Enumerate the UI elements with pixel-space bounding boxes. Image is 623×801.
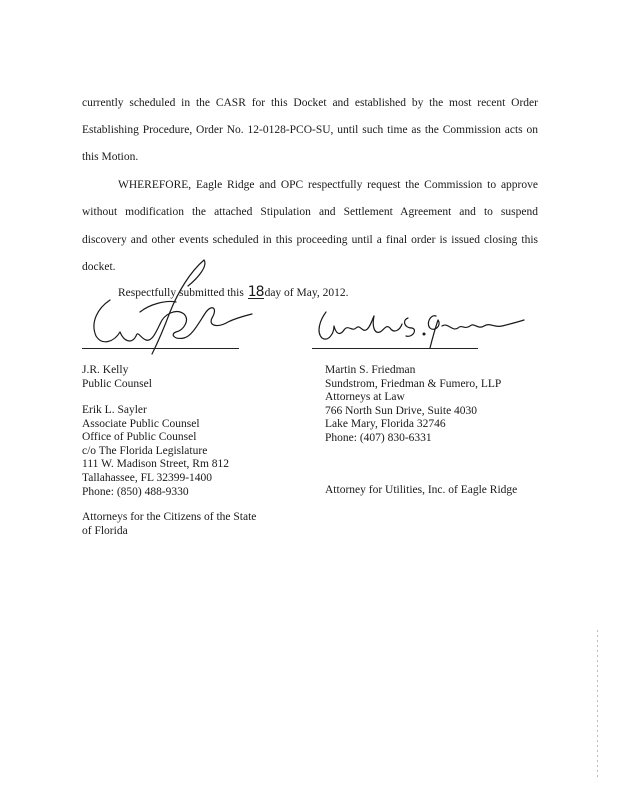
attorneys-line-1: Attorneys for the Citizens of the State — [82, 511, 257, 523]
sayler-line: 111 W. Madison Street, Rm 812 — [82, 458, 230, 471]
sayler-line: Associate Public Counsel — [82, 417, 200, 430]
friedman-line: Sundstrom, Friedman & Fumero, LLP — [325, 377, 502, 390]
paragraph-2-line-3: discovery and other events scheduled in this proceeding until a final order is issued closing this — [82, 234, 538, 246]
sayler-line: Phone: (850) 488-9330 — [82, 485, 189, 498]
friedman-line: 766 North Sun Drive, Suite 4030 — [325, 404, 478, 417]
kelly-signature — [80, 252, 255, 362]
attorneys-line-2: of Florida — [82, 524, 128, 537]
paragraph-2-line-2: without modification the attached Stipulation and Settlement Agreement and to suspend — [82, 206, 538, 218]
sayler-line: c/o The Florida Legislature — [82, 444, 208, 457]
paragraph-1-line-2: Establishing Procedure, Order No. 12-0128-PCO-SU, until such time as the Commission acts on — [82, 124, 538, 136]
sayler-block — [82, 404, 229, 499]
sayler-line: Office of Public Counsel — [82, 431, 197, 444]
paragraph-1-line-1: currently scheduled in the CASR for this Docket and established by the most recent Order — [82, 97, 538, 109]
submitted-prefix: Respectfully submitted this — [118, 287, 244, 299]
submitted-suffix: day of May, 2012. — [264, 287, 349, 299]
paragraph-2-line-4: docket. — [82, 261, 116, 273]
paragraph-1-line-3: this Motion. — [82, 151, 139, 163]
sayler-line: Erik L. Sayler — [82, 404, 147, 416]
friedman-block — [325, 364, 501, 446]
kelly-signature-line — [82, 348, 239, 349]
friedman-line: Martin S. Friedman — [325, 364, 416, 376]
submitted-day-handwritten: 18 — [247, 284, 264, 300]
sayler-line: Tallahassee, FL 32399-1400 — [82, 471, 213, 484]
friedman-signature-line — [312, 348, 478, 349]
friedman-line: Attorneys at Law — [325, 391, 405, 404]
paragraph-2-line-1: WHEREFORE, Eagle Ridge and OPC respectfully request the Commission to approve — [118, 179, 538, 191]
kelly-name: J.R. Kelly — [82, 364, 129, 376]
attorney-for-utilities: Attorney for Utilities, Inc. of Eagle Ridge — [325, 484, 518, 496]
friedman-line: Lake Mary, Florida 32746 — [325, 418, 446, 431]
attorneys-for-citizens — [82, 511, 256, 538]
kelly-block — [82, 364, 152, 391]
friedman-line: Phone: (407) 830-6331 — [325, 431, 432, 444]
scan-artifact-line — [597, 630, 598, 780]
kelly-title: Public Counsel — [82, 377, 152, 390]
